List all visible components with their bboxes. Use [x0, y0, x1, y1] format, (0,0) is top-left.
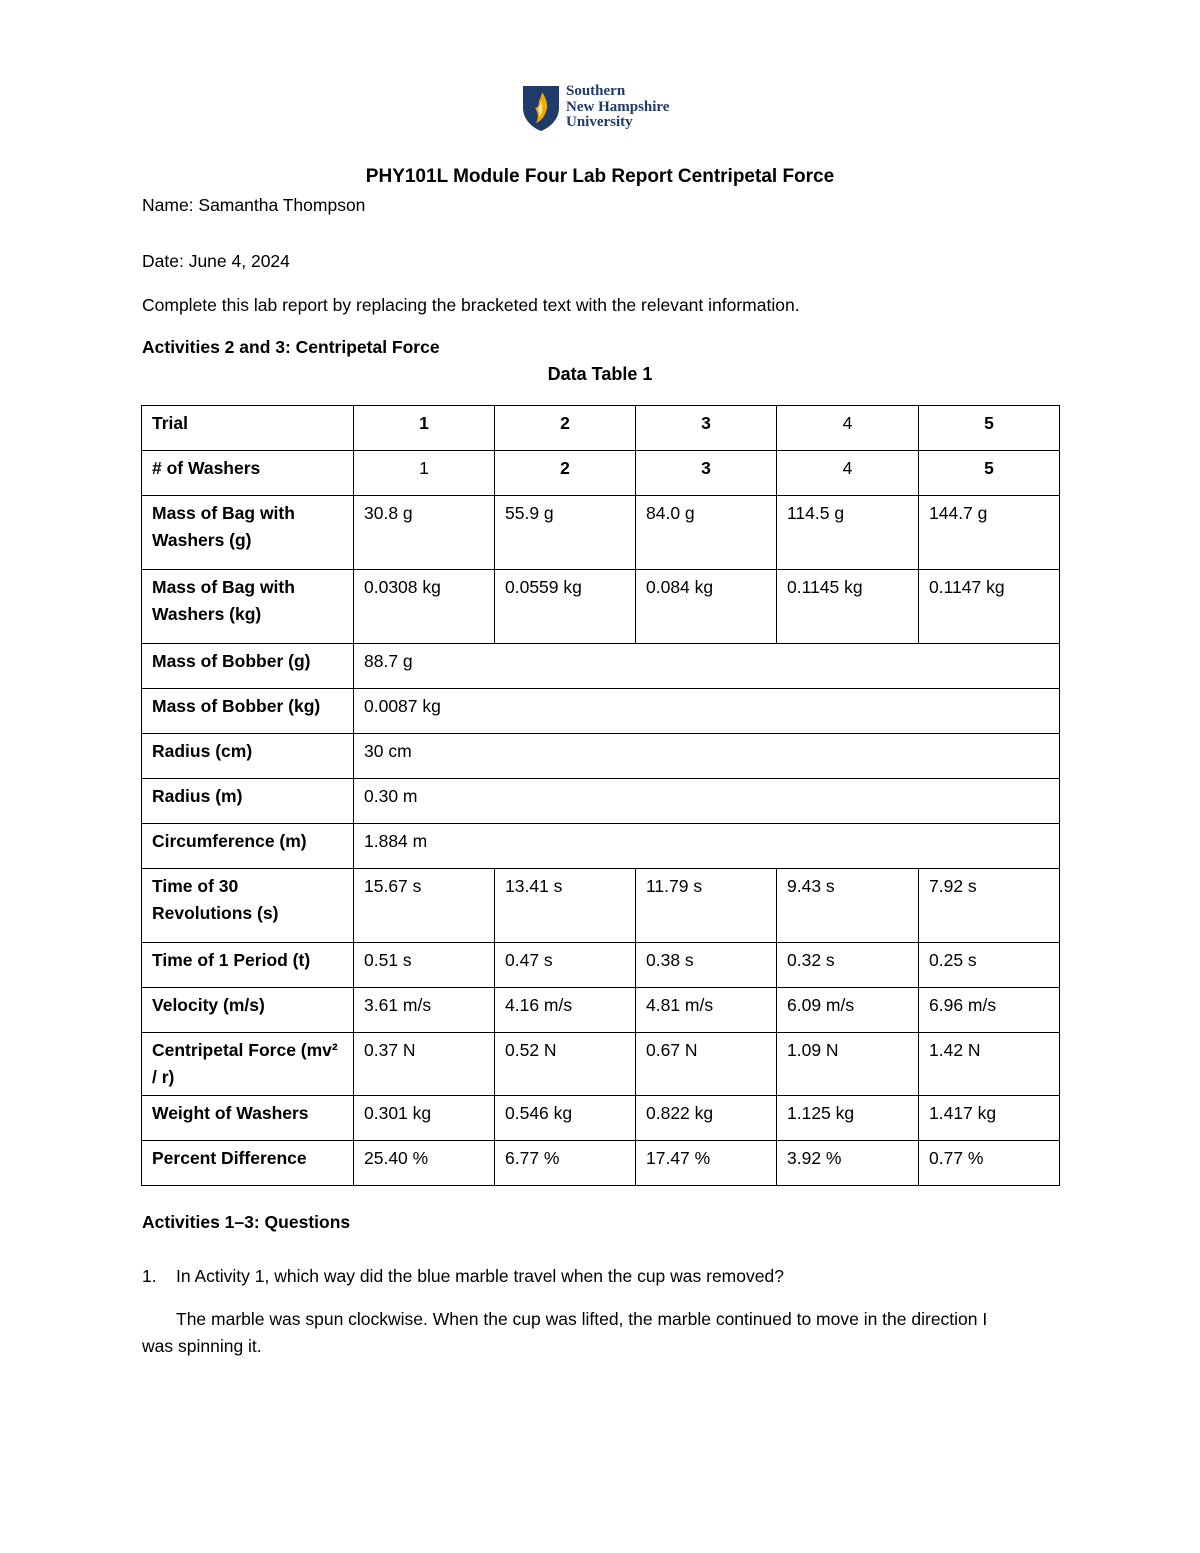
row-label: Mass of Bag with Washers (kg): [142, 570, 354, 644]
table-cell: 11.79 s: [636, 869, 777, 943]
table-row: [142, 943, 1060, 988]
table-cell: 9.43 s: [777, 869, 919, 943]
table-cell: 0.51 s: [354, 943, 495, 988]
row-label: Centripetal Force (mv² / r): [142, 1033, 354, 1096]
row-label: Percent Difference: [142, 1141, 354, 1186]
table-cell: 3.92 %: [777, 1141, 919, 1186]
row-label: Time of 30 Revolutions (s): [142, 869, 354, 943]
table-cell: 0.25 s: [919, 943, 1060, 988]
table-cell: 6.09 m/s: [777, 988, 919, 1033]
table-cell: 84.0 g: [636, 496, 777, 570]
table-cell: 30.8 g: [354, 496, 495, 570]
table-cell: 0.301 kg: [354, 1096, 495, 1141]
table-row: [142, 570, 1060, 644]
table-cell: 4: [777, 451, 919, 496]
table-cell: 0.0087 kg: [354, 689, 1060, 734]
question-1-number: 1.: [142, 1266, 157, 1286]
instructions: Complete this lab report by replacing the bracketed text with the relevant information.: [142, 295, 800, 315]
table-cell: 0.37 N: [354, 1033, 495, 1096]
table-caption: Data Table 1: [547, 364, 653, 384]
row-label: Radius (cm): [142, 734, 354, 779]
table-cell: 6.96 m/s: [919, 988, 1060, 1033]
table-row: [142, 1141, 1060, 1186]
shield-flame-icon: [521, 84, 561, 132]
table-cell: 2: [495, 451, 636, 496]
table-row: [142, 988, 1060, 1033]
table-cell: 114.5 g: [777, 496, 919, 570]
row-label: Mass of Bag with Washers (g): [142, 496, 354, 570]
page-title: PHY101L Module Four Lab Report Centripetal Force: [365, 166, 835, 187]
table-cell: 1.884 m: [354, 824, 1060, 869]
table-cell: 1: [354, 451, 495, 496]
table-row: [142, 734, 1060, 779]
report-date: Date: June 4, 2024: [142, 251, 290, 271]
table-row: [142, 1096, 1060, 1141]
row-label: Weight of Washers: [142, 1096, 354, 1141]
row-label: Trial: [142, 406, 354, 451]
table-row: [142, 406, 1060, 451]
row-label: # of Washers: [142, 451, 354, 496]
table-cell: 1: [354, 406, 495, 451]
table-cell: 0.67 N: [636, 1033, 777, 1096]
question-1-text: In Activity 1, which way did the blue marble travel when the cup was removed?: [176, 1266, 784, 1286]
table-cell: 25.40 %: [354, 1141, 495, 1186]
table-row: [142, 644, 1060, 689]
logo-line-3: University: [566, 114, 633, 130]
table-row: [142, 1033, 1060, 1096]
table-cell: 0.47 s: [495, 943, 636, 988]
table-row: [142, 689, 1060, 734]
snhu-logo: [521, 84, 701, 132]
table-cell: 0.30 m: [354, 779, 1060, 824]
table-cell: 0.0559 kg: [495, 570, 636, 644]
row-label: Mass of Bobber (kg): [142, 689, 354, 734]
table-cell: 0.77 %: [919, 1141, 1060, 1186]
table-cell: 5: [919, 451, 1060, 496]
data-table-1: [141, 405, 1060, 1186]
table-cell: 2: [495, 406, 636, 451]
table-cell: 13.41 s: [495, 869, 636, 943]
table-cell: 15.67 s: [354, 869, 495, 943]
table-row: [142, 451, 1060, 496]
section-heading-questions: Activities 1–3: Questions: [142, 1212, 351, 1232]
table-cell: 1.417 kg: [919, 1096, 1060, 1141]
table-cell: 144.7 g: [919, 496, 1060, 570]
table-cell: 0.1147 kg: [919, 570, 1060, 644]
logo-wordmark: [566, 84, 669, 131]
table-cell: 88.7 g: [354, 644, 1060, 689]
table-cell: 0.1145 kg: [777, 570, 919, 644]
table-row: [142, 779, 1060, 824]
table-cell: 30 cm: [354, 734, 1060, 779]
table-cell: 3: [636, 406, 777, 451]
table-cell: 1.42 N: [919, 1033, 1060, 1096]
table-cell: 5: [919, 406, 1060, 451]
table-cell: 55.9 g: [495, 496, 636, 570]
table-cell: 0.084 kg: [636, 570, 777, 644]
table-cell: 0.32 s: [777, 943, 919, 988]
logo-line-2: New Hampshire: [566, 98, 670, 115]
row-label: Circumference (m): [142, 824, 354, 869]
table-cell: 3: [636, 451, 777, 496]
row-label: Mass of Bobber (g): [142, 644, 354, 689]
table-cell: 0.38 s: [636, 943, 777, 988]
table-cell: 6.77 %: [495, 1141, 636, 1186]
table-row: [142, 496, 1060, 570]
table-cell: 17.47 %: [636, 1141, 777, 1186]
student-name: Name: Samantha Thompson: [142, 195, 366, 215]
table-cell: 0.52 N: [495, 1033, 636, 1096]
table-cell: 0.546 kg: [495, 1096, 636, 1141]
table-cell: 1.09 N: [777, 1033, 919, 1096]
table-cell: 3.61 m/s: [354, 988, 495, 1033]
table-row: [142, 869, 1060, 943]
row-label: Radius (m): [142, 779, 354, 824]
question-1-answer: The marble was spun clockwise. When the cup was lifted, the marble continued to move in the direction I was spinning it.: [142, 1309, 988, 1356]
table-cell: 0.822 kg: [636, 1096, 777, 1141]
logo-line-1: Southern: [566, 83, 626, 99]
table-cell: 4.16 m/s: [495, 988, 636, 1033]
table-cell: 4: [777, 406, 919, 451]
table-cell: 7.92 s: [919, 869, 1060, 943]
section-heading-activities-2-3: Activities 2 and 3: Centripetal Force: [142, 337, 440, 357]
row-label: Time of 1 Period (t): [142, 943, 354, 988]
table-cell: 0.0308 kg: [354, 570, 495, 644]
table-cell: 4.81 m/s: [636, 988, 777, 1033]
table-row: [142, 824, 1060, 869]
table-cell: 1.125 kg: [777, 1096, 919, 1141]
row-label: Velocity (m/s): [142, 988, 354, 1033]
